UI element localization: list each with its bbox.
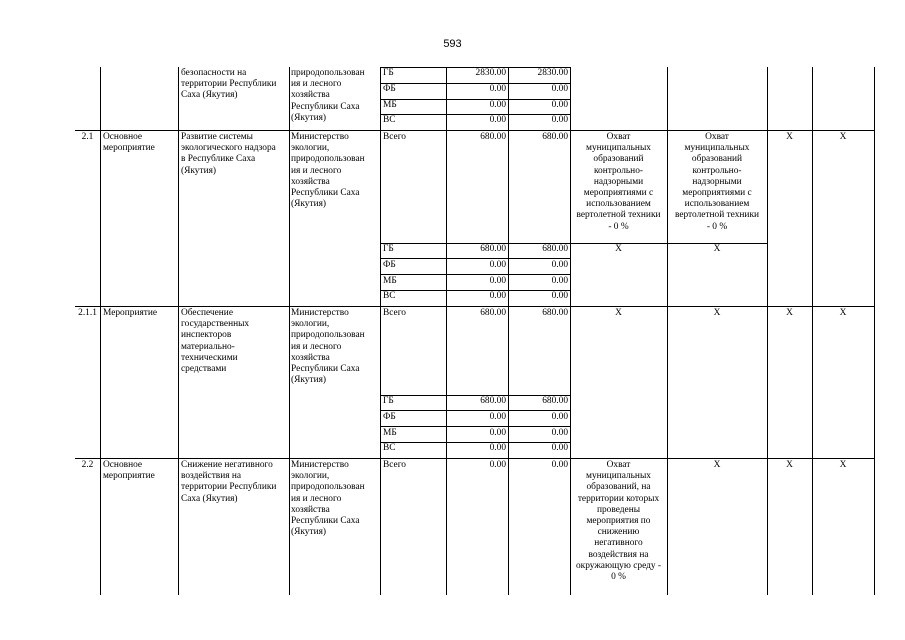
event-type: Основное мероприятие xyxy=(103,460,155,482)
amount-value: 0.00 xyxy=(489,291,506,301)
row-rule xyxy=(75,306,875,307)
column-rule xyxy=(100,67,101,595)
row-rule xyxy=(380,274,571,275)
source-label: ВС xyxy=(383,115,396,125)
amount-value: 0.00 xyxy=(489,412,506,422)
column-rule xyxy=(874,67,875,595)
amount-value: 0.00 xyxy=(489,100,506,110)
x-mark: X xyxy=(839,132,847,142)
source-label: ГБ xyxy=(383,244,394,254)
x-mark: X xyxy=(839,460,847,470)
amount-value: 0.00 xyxy=(489,115,506,125)
amount-value: 0.00 xyxy=(489,443,506,453)
amount-value: 680.00 xyxy=(480,132,506,142)
executor: Министерство экологии, природопользован ия и лесного хозяйства Республики Саха (Якутия) xyxy=(291,132,365,210)
row-number: 2.1.1 xyxy=(78,308,97,318)
amount-value: 680.00 xyxy=(542,132,568,142)
row-rule xyxy=(75,130,875,131)
source-label: Всего xyxy=(383,460,406,470)
amount-value: 680.00 xyxy=(480,308,506,318)
executor: природопользован ия и лесного хозяйства Республики Саха (Якутия) xyxy=(291,68,365,123)
event-name: Обеспечение государственных инспекторов материально- техническими средствами xyxy=(181,308,250,375)
source-label: МБ xyxy=(383,276,397,286)
amount-value: 0.00 xyxy=(551,428,568,438)
amount-value: 0.00 xyxy=(551,260,568,270)
amount-value: 0.00 xyxy=(489,84,506,94)
amount-value: 680.00 xyxy=(480,396,506,406)
amount-value: 0.00 xyxy=(489,260,506,270)
column-rule xyxy=(178,67,179,595)
source-label: ФБ xyxy=(383,412,396,422)
amount-value: 0.00 xyxy=(551,443,568,453)
x-mark: X xyxy=(713,244,721,254)
event-name: безопасности на территории Республики Саха (Якутия) xyxy=(181,68,277,101)
row-rule xyxy=(380,258,571,259)
column-rule xyxy=(508,67,509,595)
column-rule xyxy=(446,67,447,595)
amount-value: 2830.00 xyxy=(537,68,568,78)
amount-value: 680.00 xyxy=(542,244,568,254)
amount-value: 0.00 xyxy=(551,460,568,470)
amount-value: 0.00 xyxy=(489,428,506,438)
source-label: ФБ xyxy=(383,260,396,270)
amount-value: 2830.00 xyxy=(475,68,506,78)
source-label: МБ xyxy=(383,100,397,110)
column-rule xyxy=(767,67,768,595)
column-rule xyxy=(812,67,813,595)
event-name: Развитие системы экологического надзора в Республике Саха (Якутия) xyxy=(181,132,276,176)
x-mark: X xyxy=(615,308,622,318)
indicator-text: Охват муниципальных образований контрольно- надзорными мероприятиями с использованием вертолетной техники - 0 % xyxy=(674,132,760,232)
row-rule xyxy=(380,426,571,427)
amount-value: 680.00 xyxy=(542,308,568,318)
event-type: Основное мероприятие xyxy=(103,132,155,154)
x-mark: X xyxy=(786,460,793,470)
indicator-text: Охват муниципальных образований контрольно- надзорными мероприятиями с использованием вертолетной техники - 0 % xyxy=(576,132,661,232)
source-label: Всего xyxy=(383,132,406,142)
row-rule xyxy=(380,410,571,411)
amount-value: 0.00 xyxy=(551,100,568,110)
executor: Министерство экологии, природопользован ия и лесного хозяйства Республики Саха (Якутия) xyxy=(291,460,365,538)
amount-value: 0.00 xyxy=(551,412,568,422)
amount-value: 680.00 xyxy=(542,396,568,406)
source-label: ФБ xyxy=(383,84,396,94)
amount-value: 0.00 xyxy=(551,291,568,301)
column-rule xyxy=(289,67,290,595)
row-number: 2.1 xyxy=(81,132,94,142)
event-name: Снижение негативного воздействия на территории Республики Саха (Якутия) xyxy=(181,460,277,504)
source-label: ГБ xyxy=(383,68,394,78)
x-mark: X xyxy=(839,308,847,318)
amount-value: 0.00 xyxy=(489,276,506,286)
event-type: Мероприятие xyxy=(103,308,158,318)
row-rule xyxy=(75,458,875,459)
indicator-text: Охват муниципальных образований, на территории которых проведены мероприятия по снижению негативного воздействия на окружающую среду - 0 % xyxy=(575,460,662,583)
row-number: 2.2 xyxy=(81,460,94,470)
amount-value: 0.00 xyxy=(551,115,568,125)
x-mark: X xyxy=(615,244,622,254)
x-mark: X xyxy=(713,460,721,470)
page-number: 593 xyxy=(443,38,462,50)
amount-value: 0.00 xyxy=(489,460,506,470)
column-rule xyxy=(380,67,381,595)
amount-value: 0.00 xyxy=(551,84,568,94)
x-mark: X xyxy=(713,308,721,318)
source-label: Всего xyxy=(383,308,406,318)
source-label: ГБ xyxy=(383,396,394,406)
source-label: ВС xyxy=(383,291,396,301)
source-label: ВС xyxy=(383,443,396,453)
source-label: МБ xyxy=(383,428,397,438)
amount-value: 680.00 xyxy=(480,244,506,254)
executor: Министерство экологии, природопользован ия и лесного хозяйства Республики Саха (Якутия) xyxy=(291,308,365,386)
x-mark: X xyxy=(786,132,793,142)
amount-value: 0.00 xyxy=(551,276,568,286)
x-mark: X xyxy=(786,308,793,318)
